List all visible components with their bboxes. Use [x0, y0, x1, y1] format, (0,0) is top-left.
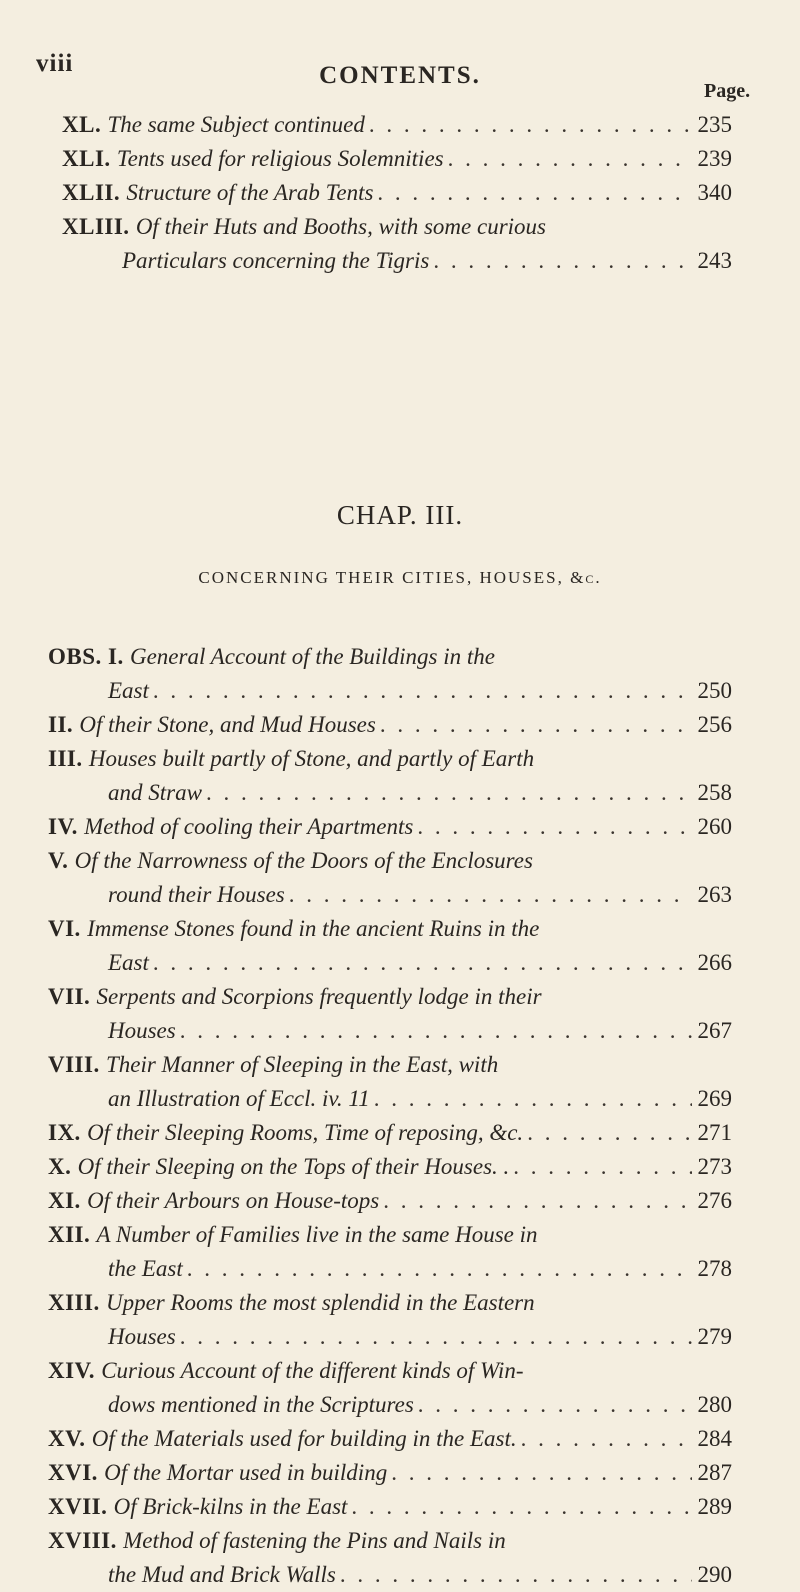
contents-entry-line [48, 912, 732, 946]
contents-entry [48, 708, 732, 742]
entry-title: an Illustration of Eccl. iv. 11 [108, 1086, 370, 1111]
entry-title: Method of fastening the Pins and Nails in [123, 1528, 506, 1553]
contents-entry-line [48, 1082, 732, 1116]
contents-entry-line [48, 742, 732, 776]
contents-entry [48, 1184, 732, 1218]
contents-entry [62, 142, 732, 176]
entry-page-number: 263 [697, 882, 732, 907]
contents-entry [48, 1150, 732, 1184]
contents-entry [48, 1048, 732, 1116]
dot-leader [180, 1320, 692, 1354]
entry-number: XLII. [62, 180, 127, 205]
contents-entry-line [62, 244, 732, 278]
contents-entry [48, 1116, 732, 1150]
entry-page-number: 276 [697, 1188, 732, 1213]
contents-entry [48, 1422, 732, 1456]
contents-entry-line [62, 108, 732, 142]
entry-title: Of their Huts and Booths, with some curious [135, 214, 546, 239]
contents-entry [48, 1490, 732, 1524]
contents-entry-line [48, 1286, 732, 1320]
contents-entry [48, 1456, 732, 1490]
entry-page-number: 289 [697, 1494, 732, 1519]
entry-title: Of the Materials used for building in the East. [91, 1426, 517, 1451]
entry-page-number: 280 [697, 1392, 732, 1417]
entry-title: Of Brick-kilns in the East [113, 1494, 348, 1519]
contents-entry-line [48, 810, 732, 844]
entry-page-number: 278 [697, 1256, 732, 1281]
chapter-title: CHAP. III. [336, 500, 464, 530]
entry-title: Upper Rooms the most splendid in the Eastern [105, 1290, 535, 1315]
entry-number: XLI. [62, 146, 117, 171]
entry-page-number: 239 [697, 146, 732, 171]
contents-entry-line [48, 640, 732, 674]
running-head: CONTENTS. [319, 62, 481, 89]
entry-title: East [108, 950, 149, 975]
entry-title: Of their Stone, and Mud Houses [79, 712, 376, 737]
entry-title: Of their Arbours on House-tops [87, 1188, 380, 1213]
contents-entry [48, 742, 732, 810]
entry-title: East [108, 678, 149, 703]
entry-page-number: 250 [697, 678, 732, 703]
contents-entry-line [48, 1150, 732, 1184]
contents-entry-line [48, 1014, 732, 1048]
contents-entry-line [48, 946, 732, 980]
contents-entry-line [48, 1422, 732, 1456]
contents-entry-line [62, 142, 732, 176]
contents-entry-line [48, 708, 732, 742]
entry-title: the East [108, 1256, 183, 1281]
dot-leader [417, 810, 692, 844]
contents-entry [48, 1218, 732, 1286]
entry-page-number: 260 [697, 814, 732, 839]
chapter-subtitle: CONCERNING THEIR CITIES, HOUSES, &c. [198, 568, 602, 587]
entry-number: IV. [48, 814, 85, 839]
entry-page-number: 256 [697, 712, 732, 737]
dot-leader [448, 142, 692, 176]
page-folio: viii [36, 50, 74, 77]
contents-entry-line [48, 1218, 732, 1252]
contents-entry-line [48, 1320, 732, 1354]
entry-page-number: 287 [697, 1460, 732, 1485]
entry-number: XIV. [48, 1358, 102, 1383]
contents-entry-line [48, 1184, 732, 1218]
entry-number: XL. [62, 112, 108, 137]
contents-entry-line [48, 1456, 732, 1490]
entry-page-number: 267 [697, 1018, 732, 1043]
page-column-label: Page. [704, 80, 751, 102]
entry-number: XLIII. [62, 214, 136, 239]
dot-leader [521, 1422, 692, 1456]
entry-title: Houses [108, 1018, 176, 1043]
entry-title: Houses built partly of Stone, and partly of Earth [88, 746, 535, 771]
entry-title: dows mentioned in the Scriptures [108, 1392, 414, 1417]
contents-entry [48, 844, 732, 912]
entry-number: II. [48, 712, 80, 737]
entry-page-number: 290 [697, 1562, 732, 1587]
contents-entry [48, 980, 732, 1048]
entry-title: General Account of the Buildings in the [129, 644, 495, 669]
entry-title: The same Subject continued [107, 112, 365, 137]
entry-number: III. [48, 746, 89, 771]
dot-leader [153, 674, 692, 708]
contents-entry-line [48, 980, 732, 1014]
entry-number: VII. [48, 984, 97, 1009]
entry-title: Houses [108, 1324, 176, 1349]
dot-leader [180, 1014, 692, 1048]
entry-page-number: 279 [697, 1324, 732, 1349]
entry-number: XVIII. [48, 1528, 124, 1553]
entry-page-number: 340 [697, 180, 732, 205]
entry-number: XVII. [48, 1494, 114, 1519]
contents-entry [48, 810, 732, 844]
entry-page-number: 269 [697, 1086, 732, 1111]
dot-leader [391, 1456, 692, 1490]
contents-entry-line [48, 844, 732, 878]
entry-title: Method of cooling their Apartments [84, 814, 414, 839]
dot-leader [377, 176, 692, 210]
entry-number: XVI. [48, 1460, 105, 1485]
dot-leader [418, 1388, 692, 1422]
dot-leader [383, 1184, 692, 1218]
entry-number: V. [48, 848, 75, 873]
entry-number: XV. [48, 1426, 92, 1451]
entry-title: Of the Mortar used in building [104, 1460, 388, 1485]
dot-leader [153, 946, 692, 980]
entry-title: A Number of Families live in the same House in [96, 1222, 538, 1247]
contents-entry [62, 176, 732, 210]
entry-number: VIII. [48, 1052, 106, 1077]
dot-leader [513, 1150, 692, 1184]
dot-leader [369, 108, 692, 142]
dot-leader [206, 776, 692, 810]
entry-number: XII. [48, 1222, 97, 1247]
contents-entry-line [48, 1116, 732, 1150]
entry-title: round their Houses [108, 882, 285, 907]
contents-entry [48, 1524, 732, 1592]
entry-page-number: 266 [697, 950, 732, 975]
dot-leader [289, 878, 692, 912]
contents-entry-line [48, 878, 732, 912]
entry-page-number: 284 [697, 1426, 732, 1451]
entry-page-number: 271 [697, 1120, 732, 1145]
dot-leader [187, 1252, 692, 1286]
entry-title: Structure of the Arab Tents [126, 180, 374, 205]
contents-entry-line [48, 674, 732, 708]
entry-page-number: 273 [697, 1154, 732, 1179]
entry-title: the Mud and Brick Walls [108, 1562, 336, 1587]
entry-title: Tents used for religious Solemnities [116, 146, 444, 171]
contents-entry-line [48, 1388, 732, 1422]
entry-page-number: 243 [697, 248, 732, 273]
entry-title: Of their Sleeping Rooms, Time of reposing, &c. [87, 1120, 524, 1145]
dot-leader [374, 1082, 692, 1116]
contents-entry [48, 912, 732, 980]
contents-entry-line [62, 210, 732, 244]
entry-number: XIII. [48, 1290, 106, 1315]
contents-entry-line [48, 1490, 732, 1524]
entry-title: and Straw [108, 780, 202, 805]
entry-number: VI. [48, 916, 88, 941]
contents-entry [62, 210, 732, 278]
entry-title: Of the Narrowness of the Doors of the Enclosures [74, 848, 533, 873]
dot-leader [351, 1490, 692, 1524]
entry-number: OBS. I. [48, 644, 130, 669]
dot-leader [340, 1558, 692, 1592]
entry-page-number: 258 [697, 780, 732, 805]
dot-leader [433, 244, 692, 278]
contents-entry-line [48, 1524, 732, 1558]
entry-title: Of their Sleeping on the Tops of their Houses. . [77, 1154, 510, 1179]
entry-number: X. [48, 1154, 78, 1179]
contents-entry-line [48, 1354, 732, 1388]
contents-entry [48, 1354, 732, 1422]
entry-title: Serpents and Scorpions frequently lodge in their [96, 984, 542, 1009]
dot-leader [380, 708, 692, 742]
contents-entry-line [48, 1048, 732, 1082]
contents-entry-line [48, 1252, 732, 1286]
entry-number: XI. [48, 1188, 88, 1213]
entry-number: IX. [48, 1120, 88, 1145]
entry-title: Particulars concerning the Tigris [122, 248, 430, 273]
entry-title: Immense Stones found in the ancient Ruins in the [87, 916, 540, 941]
dot-leader [527, 1116, 692, 1150]
entry-title: Their Manner of Sleeping in the East, with [105, 1052, 499, 1077]
contents-entry [48, 1286, 732, 1354]
entry-page-number: 235 [697, 112, 732, 137]
contents-entry-line [48, 1558, 732, 1592]
entry-title: Curious Account of the different kinds of Win- [101, 1358, 524, 1383]
contents-entry [48, 640, 732, 708]
contents-entry [62, 108, 732, 142]
contents-entry-line [48, 776, 732, 810]
contents-entry-line [62, 176, 732, 210]
